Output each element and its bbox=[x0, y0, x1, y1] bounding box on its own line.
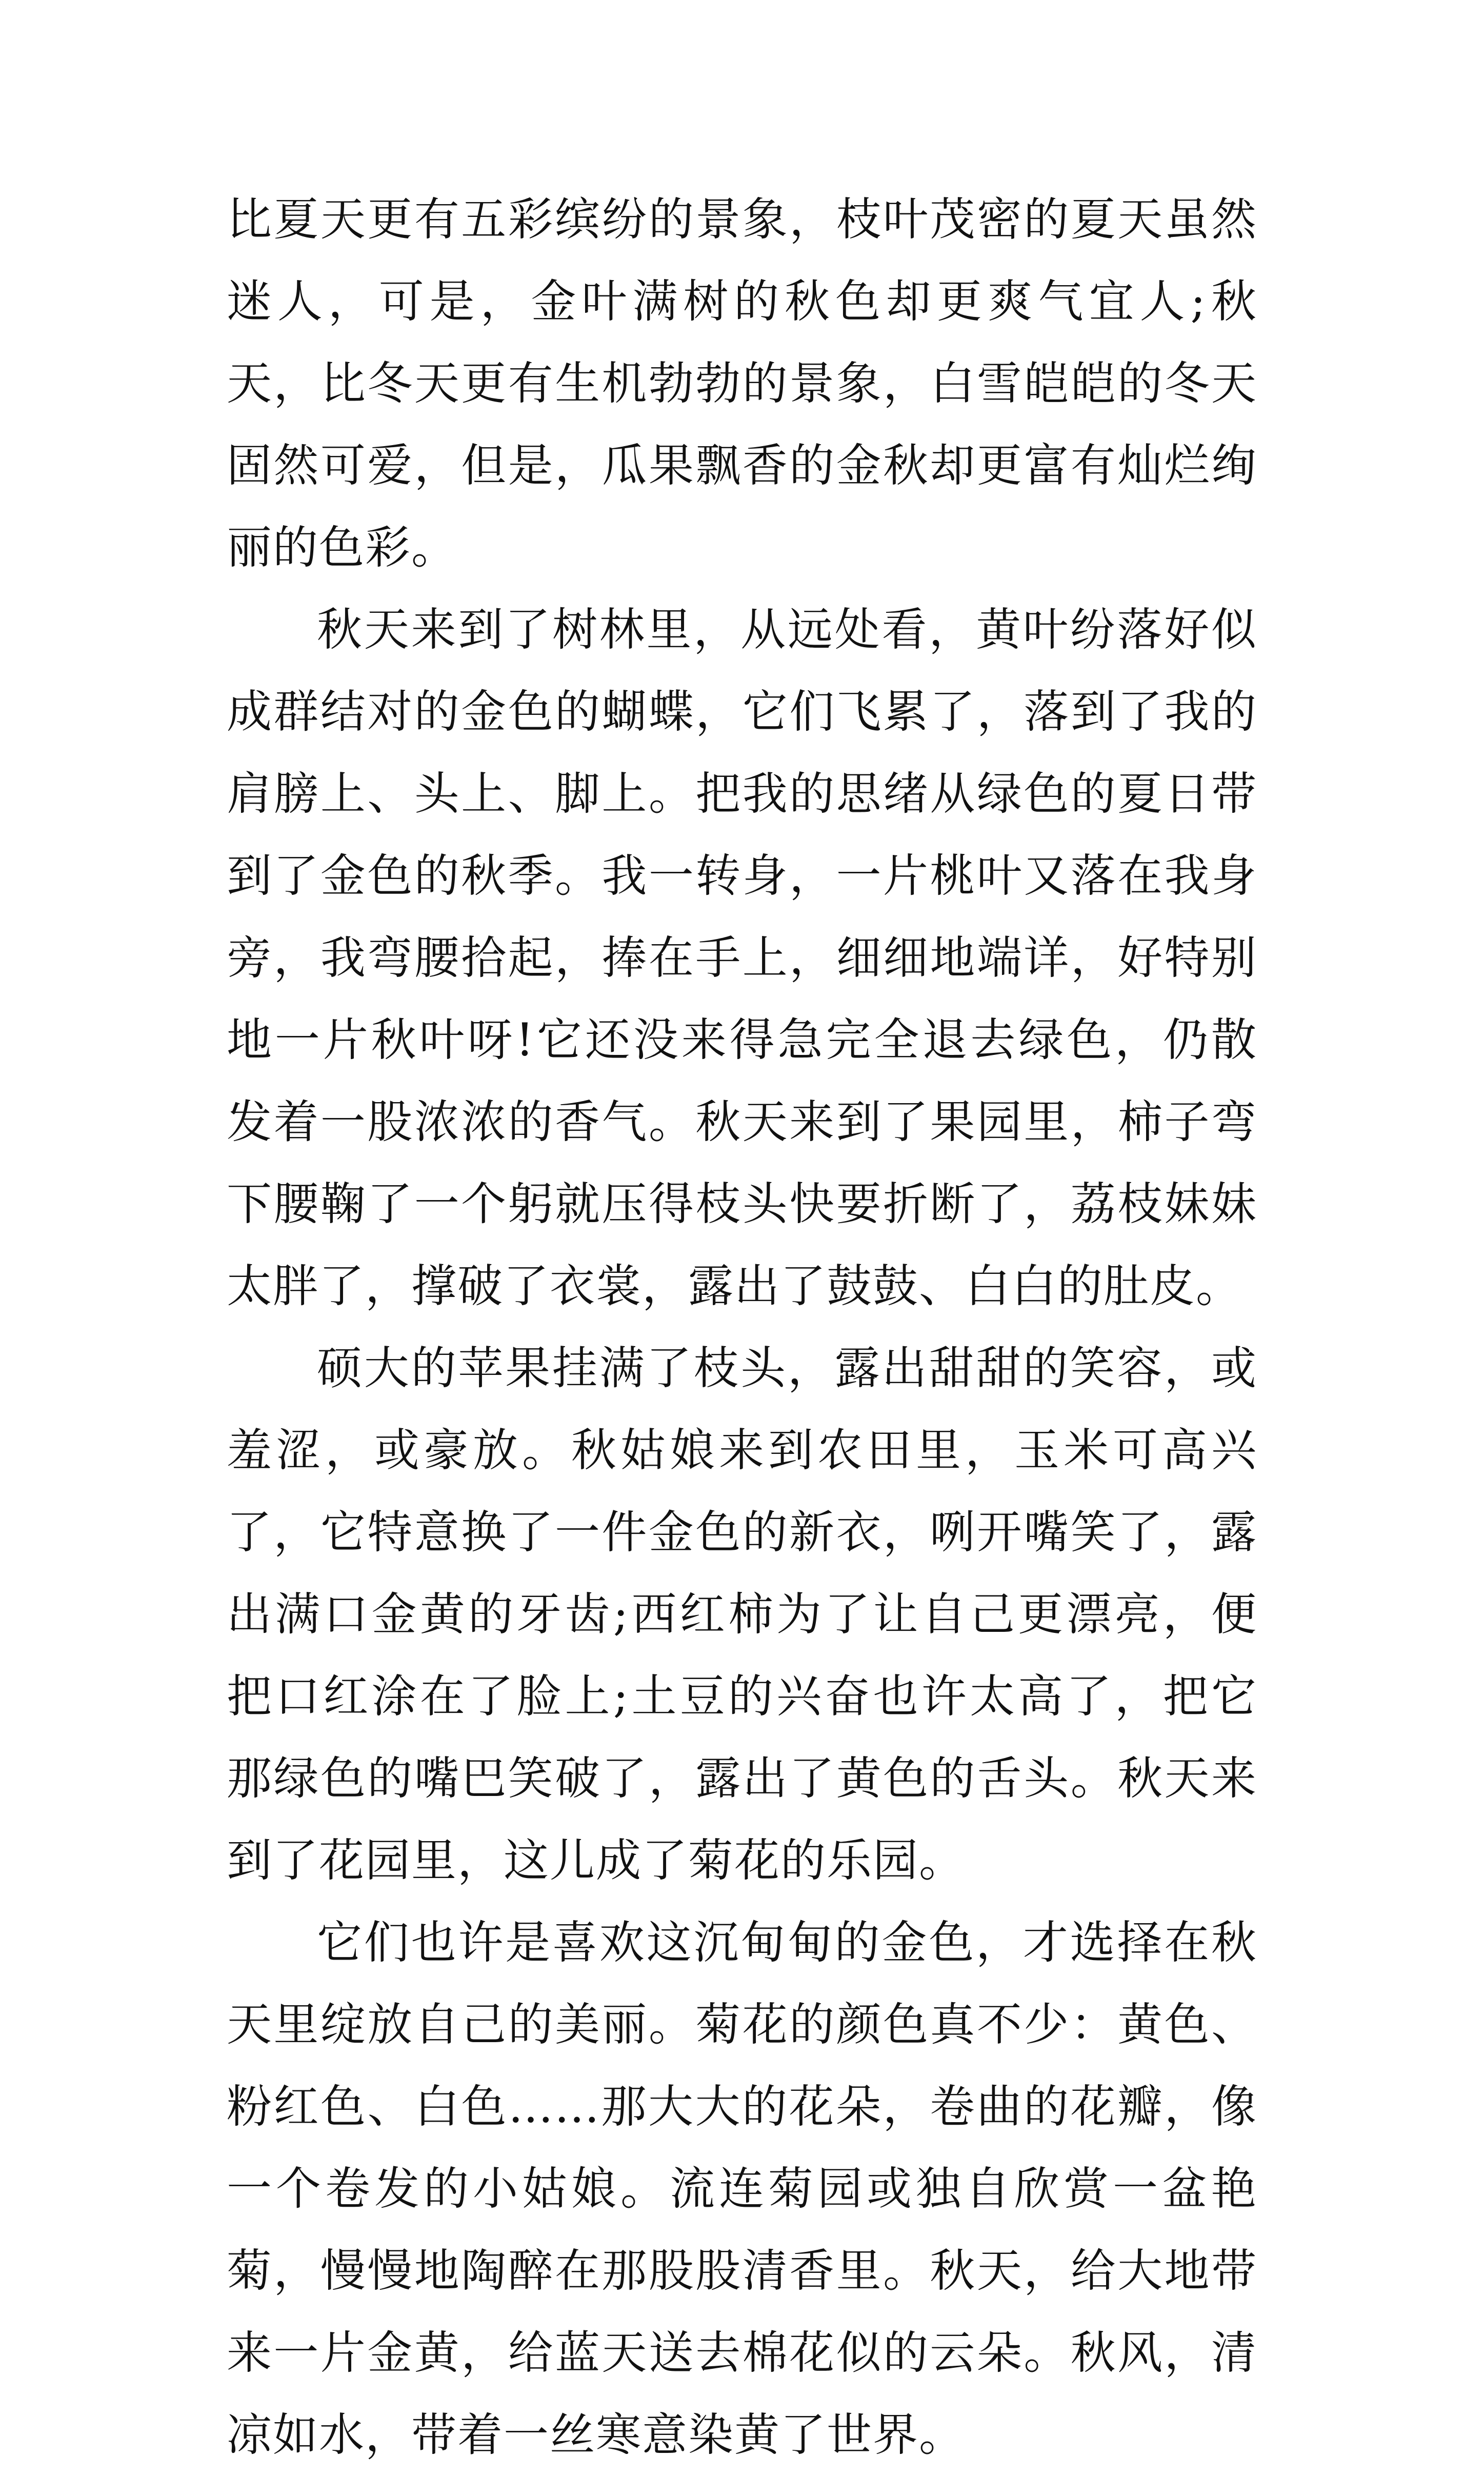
paragraph-2: 秋天来到了树林里，从远处看，黄叶纷落好似成群结对的金色的蝴蝶，它们飞累了，落到了我的肩膀上、头上、脚上。把我的思绪从绿色的夏日带到了金色的秋季。我一转身，一片桃叶又落在我身旁，我弯腰拾起，捧在手上，细细地端详，好特别地一片秋叶呀!它还没来得急完全退去绿色，仍散发着一股浓浓的香气。秋天来到了果园里，柿子弯下腰鞠了一个躬就压得枝头快要折断了，荔枝妹妹太胖了，撑破了衣裳，露出了鼓鼓、白白的肚皮。 bbox=[227, 603, 1257, 1312]
paragraph-3: 硕大的苹果挂满了枝头，露出甜甜的笑容，或羞涩，或豪放。秋姑娘来到农田里，玉米可高兴了，它特意换了一件金色的新衣，咧开嘴笑了，露出满口金黄的牙齿;西红柿为了让自己更漂亮，便把口红涂在了脸上;土豆的兴奋也许太高了，把它那绿色的嘴巴笑破了，露出了黄色的舌头。秋天来到了花园里，这儿成了菊花的乐园。 bbox=[227, 1342, 1257, 1887]
document-body bbox=[227, 178, 1257, 2476]
paragraph-1: 比夏天更有五彩缤纷的景象，枝叶茂密的夏天虽然迷人，可是，金叶满树的秋色却更爽气宜人;秋天，比冬天更有生机勃勃的景象，白雪皑皑的冬天固然可爱，但是，瓜果飘香的金秋却更富有灿烂绚丽的色彩。 bbox=[227, 193, 1257, 574]
paragraph-4: 它们也许是喜欢这沉甸甸的金色，才选择在秋天里绽放自己的美丽。菊花的颜色真不少：黄色、粉红色、白色……那大大的花朵，卷曲的花瓣，像一个卷发的小姑娘。流连菊园或独自欣赏一盆艳菊，慢慢地陶醉在那股股清香里。秋天，给大地带来一片金黄，给蓝天送去棉花似的云朵。秋风，清凉如水，带着一丝寒意染黄了世界。 bbox=[227, 1916, 1257, 2461]
